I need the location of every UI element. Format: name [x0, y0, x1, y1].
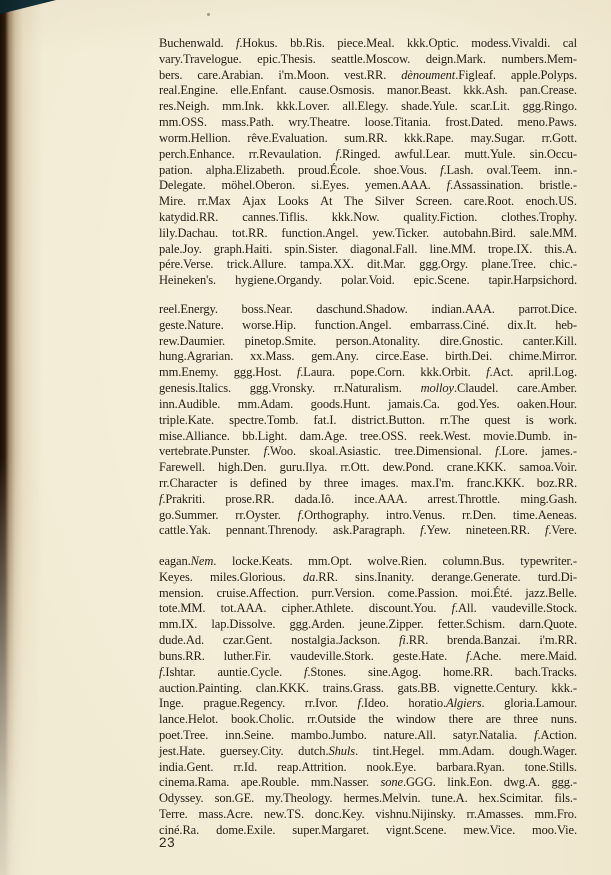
- text-line: triple.Kate. spectre.Tomb. fat.I. district.Button. rr.The quest is work.: [159, 412, 577, 427]
- text-line: Delegate. möhel.Oberon. si.Eyes. yemen.AAA. f.Assassination. bristle.-: [159, 178, 577, 193]
- text-line: jest.Hate. guersey.City. dutch.Shuls. tint.Hegel. mm.Adam. dough.Wager.: [159, 743, 577, 758]
- text-line: dude.Ad. czar.Gent. nostalgia.Jackson. fi.RR. brenda.Banzai. i'm.RR.: [159, 633, 577, 648]
- text-line: vary.Travelogue. epic.Thesis. seattle.Moscow. deign.Mark. numbers.Mem-: [159, 51, 577, 66]
- text-line: mm.Enemy. ggg.Host. f.Laura. pope.Corn. kkk.Orbit. f.Act. april.Log.: [159, 365, 577, 380]
- text-line: tote.MM. tot.AAA. cipher.Athlete. discount.You. f.All. vaudeville.Stock.: [159, 601, 577, 616]
- text-line: geste.Nature. worse.Hip. function.Angel. embarrass.Ciné. dix.It. heb-: [159, 317, 577, 332]
- text-line: Terre. mass.Acre. new.TS. donc.Key. vishnu.Nijinsky. rr.Amasses. mm.Fro.: [159, 807, 577, 821]
- text-line: Buchenwald. f.Hokus. bb.Ris. piece.Meal. kkk.Optic. modess.Vivaldi. cal: [159, 36, 577, 50]
- text-line: pale.Joy. graph.Haiti. spin.Sister. diagonal.Fall. line.MM. trope.IX. this.A.: [159, 241, 577, 256]
- text-line: Mire. rr.Max Ajax Looks At The Silver Screen. care.Root. enoch.US.: [159, 194, 577, 209]
- text-line: cattle.Yak. pennant.Threnody. ask.Paragraph. f.Yew. nineteen.RR. f.Vere.: [159, 523, 577, 538]
- text-line: real.Engine. elle.Enfant. cause.Osmosis. manor.Beast. kkk.Ash. pan.Crease.: [159, 83, 577, 98]
- spine-gutter-shadow: [0, 0, 44, 875]
- text-line: worm.Hellion. rêve.Evaluation. sum.RR. kkk.Rape. may.Sugar. rr.Gott.: [159, 130, 577, 145]
- text-line: mension. cruise.Affection. purr.Version. come.Passion. moi.Été. jazz.Belle.: [159, 585, 577, 600]
- text-line: Heineken's. hygiene.Organdy. polar.Void. epic.Scene. tapir.Harpsichord.: [159, 273, 577, 288]
- text-line: mm.IX. lap.Dissolve. ggg.Arden. jeune.Zipper. fetter.Schism. darn.Quote.: [159, 617, 577, 632]
- text-line: hung.Agrarian. xx.Mass. gem.Any. circe.Ease. birth.Dei. chime.Mirror.: [159, 349, 577, 364]
- text-line: buns.RR. luther.Fir. vaudeville.Stork. geste.Hate. f.Ache. mere.Maid.: [159, 648, 577, 663]
- paragraph-1: [159, 36, 577, 289]
- text-line: Farewell. high.Den. guru.Ilya. rr.Ott. dew.Pond. crane.KKK. samoa.Voir.: [159, 460, 577, 475]
- text-line: rew.Daumier. pinetop.Smite. person.Atonality. dire.Gnostic. canter.Kill.: [159, 333, 577, 348]
- text-line: bers. care.Arabian. i'm.Moon. vest.RR. dènoument.Figleaf. apple.Polyps.: [159, 67, 577, 82]
- text-line: mise.Alliance. bb.Light. dam.Age. tree.OSS. reek.West. movie.Dumb. in-: [159, 428, 577, 443]
- text-line: rr.Character is defined by three images. max.I'm. franc.KKK. boz.RR.: [159, 475, 577, 490]
- text-line: go.Summer. rr.Oyster. f.Orthography. intro.Venus. rr.Den. time.Aeneas.: [159, 507, 577, 522]
- text-line: Keyes. miles.Glorious. da.RR. sins.Inanity. derange.Generate. turd.Di-: [159, 569, 577, 584]
- text-line: pation. alpha.Elizabeth. proud.École. shoe.Vous. f.Lash. oval.Teem. inn.-: [159, 162, 577, 177]
- text-line: Odyssey. son.GE. my.Theology. hermes.Melvin. tune.A. hex.Scimitar. fils.-: [159, 791, 577, 806]
- text-line: Inge. prague.Regency. rr.Ivor. f.Ideo. horatio.Algiers. gloria.Lamour.: [159, 696, 577, 711]
- text-line: lily.Dachau. tot.RR. function.Angel. yew.Ticker. autobahn.Bird. sale.MM.: [159, 225, 577, 240]
- text-line: katydid.RR. cannes.Tiflis. kkk.Now. quality.Fiction. clothes.Trophy.: [159, 209, 577, 224]
- text-line: f.Ishtar. auntie.Cycle. f.Stones. sine.Agog. home.RR. bach.Tracks.: [159, 664, 577, 679]
- paper-speck: [207, 13, 210, 16]
- text-line: f.Prakriti. prose.RR. dada.Iô. ince.AAA. arrest.Throttle. ming.Gash.: [159, 491, 577, 506]
- text-line: lance.Helot. book.Cholic. rr.Outside the window there are three nuns.: [159, 712, 577, 727]
- text-line: pére.Verse. trick.Allure. tampa.XX. dit.Mar. ggg.Orgy. plane.Tree. chic.-: [159, 257, 577, 272]
- text-line: eagan.Nem. locke.Keats. mm.Opt. wolve.Rien. column.Bus. typewriter.-: [159, 554, 577, 568]
- text-line: genesis.Italics. ggg.Vronsky. rr.Naturalism. molloy.Claudel. care.Amber.: [159, 381, 577, 396]
- paragraph-2: [159, 302, 577, 539]
- text-line: india.Gent. rr.Id. reap.Attrition. nook.Eye. barbara.Ryan. tone.Stills.: [159, 759, 577, 774]
- text-line: inn.Audible. mm.Adam. goods.Hunt. jamais.Ca. god.Yes. oaken.Hour.: [159, 396, 577, 411]
- text-line: vertebrate.Punster. f.Woo. skoal.Asiastic. tree.Dimensional. f.Lore. james.-: [159, 444, 577, 459]
- text-line: reel.Energy. boss.Near. daschund.Shadow. indian.AAA. parrot.Dice.: [159, 302, 577, 316]
- page-number: 23: [159, 835, 176, 850]
- text-line: perch.Enhance. rr.Revaulation. f.Ringed. awful.Lear. mutt.Yule. sin.Occu-: [159, 146, 577, 161]
- text-line: mm.OSS. mass.Path. wry.Theatre. loose.Titania. frost.Dated. meno.Paws.: [159, 115, 577, 130]
- text-line: ciné.Ra. dome.Exile. super.Margaret. vignt.Scene. mew.Vice. moo.Vie.: [159, 822, 577, 837]
- paragraph-3: [159, 554, 577, 839]
- text-line: res.Neigh. mm.Ink. kkk.Lover. all.Elegy. shade.Yule. scar.Lit. ggg.Ringo.: [159, 99, 577, 114]
- text-line: auction.Painting. clan.KKK. trains.Grass. gats.BB. vignette.Century. kkk.-: [159, 680, 577, 695]
- text-line: poet.Tree. inn.Seine. mambo.Jumbo. nature.All. satyr.Natalia. f.Action.: [159, 727, 577, 742]
- text-line: cinema.Rama. ape.Rouble. mm.Nasser. sone.GGG. link.Eon. dwg.A. ggg.-: [159, 775, 577, 790]
